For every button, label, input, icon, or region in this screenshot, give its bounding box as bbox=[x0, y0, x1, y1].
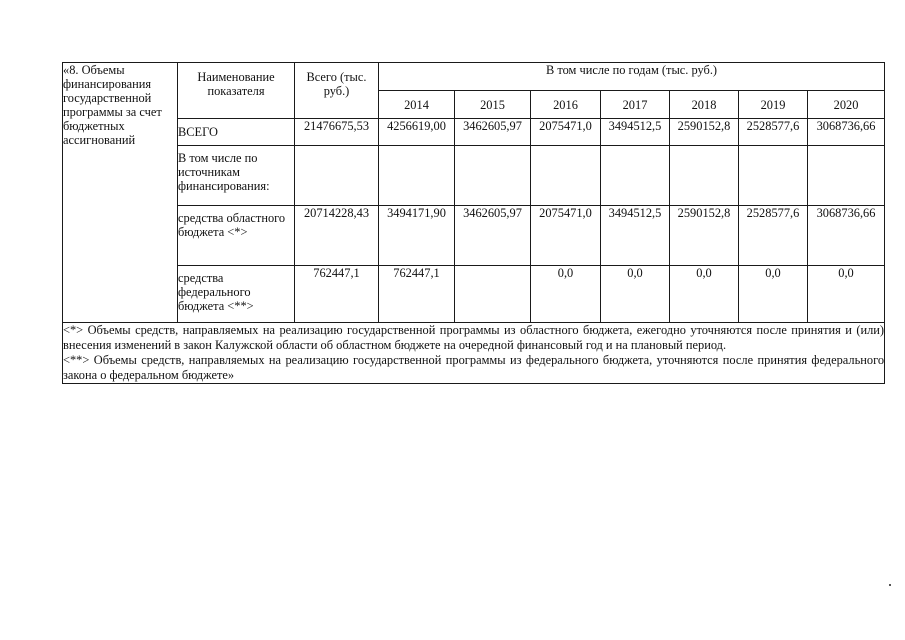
value-cell bbox=[455, 146, 531, 206]
value-cell: 2075471,0 bbox=[531, 119, 601, 146]
footnote-row bbox=[63, 323, 885, 384]
header-by-year: В том числе по годам (тыс. руб.) bbox=[379, 63, 885, 91]
value-cell: 2590152,8 bbox=[670, 206, 739, 266]
value-cell: 0,0 bbox=[670, 266, 739, 323]
table-row bbox=[63, 119, 885, 146]
total-cell: 20714228,43 bbox=[295, 206, 379, 266]
financing-table bbox=[62, 62, 885, 384]
footnote-federal: <**> Объемы средств, направляемых на реализацию государственной программы из федерального бюджета, уточняются после принятия федерального закона о федеральном бюджете» bbox=[63, 353, 885, 382]
value-cell: 0,0 bbox=[601, 266, 670, 323]
value-cell: 0,0 bbox=[739, 266, 808, 323]
table-row bbox=[63, 266, 885, 323]
value-cell bbox=[531, 146, 601, 206]
table-row bbox=[63, 206, 885, 266]
year-2018: 2018 bbox=[670, 91, 739, 119]
value-cell: 2075471,0 bbox=[531, 206, 601, 266]
value-cell bbox=[808, 146, 885, 206]
row-label: средства федерального бюджета <**> bbox=[178, 266, 295, 323]
value-cell: 3068736,66 bbox=[808, 119, 885, 146]
header-indicator: Наименование показателя bbox=[178, 63, 295, 119]
row-label: средства областного бюджета <*> bbox=[178, 206, 295, 266]
total-cell: 762447,1 bbox=[295, 266, 379, 323]
value-cell bbox=[601, 146, 670, 206]
year-2019: 2019 bbox=[739, 91, 808, 119]
value-cell: 0,0 bbox=[808, 266, 885, 323]
total-cell: 21476675,53 bbox=[295, 119, 379, 146]
value-cell: 3494512,5 bbox=[601, 206, 670, 266]
value-cell: 0,0 bbox=[531, 266, 601, 323]
value-cell: 2528577,6 bbox=[739, 206, 808, 266]
value-cell: 762447,1 bbox=[379, 266, 455, 323]
header-row bbox=[63, 63, 885, 91]
value-cell bbox=[379, 146, 455, 206]
row-label: ВСЕГО bbox=[178, 119, 295, 146]
header-total: Всего (тыс. руб.) bbox=[295, 63, 379, 119]
row-label: В том числе по источникам финансирования: bbox=[178, 146, 295, 206]
value-cell bbox=[739, 146, 808, 206]
value-cell bbox=[455, 266, 531, 323]
value-cell: 3068736,66 bbox=[808, 206, 885, 266]
value-cell: 3494512,5 bbox=[601, 119, 670, 146]
year-2020: 2020 bbox=[808, 91, 885, 119]
value-cell bbox=[670, 146, 739, 206]
table-row bbox=[63, 146, 885, 206]
value-cell: 3462605,97 bbox=[455, 119, 531, 146]
year-2014: 2014 bbox=[379, 91, 455, 119]
value-cell: 2528577,6 bbox=[739, 119, 808, 146]
year-2015: 2015 bbox=[455, 91, 531, 119]
value-cell: 3494171,90 bbox=[379, 206, 455, 266]
value-cell: 3462605,97 bbox=[455, 206, 531, 266]
footnotes bbox=[63, 323, 885, 384]
value-cell: 4256619,00 bbox=[379, 119, 455, 146]
year-2017: 2017 bbox=[601, 91, 670, 119]
footnote-regional: <*> Объемы средств, направляемых на реализацию государственной программы из областного бюджета, ежегодно уточняются после принятия и (или) внесения изменений в закон Калужской области об областном бюджете на очередной финансовый год и на плановый период. bbox=[63, 323, 885, 352]
total-cell bbox=[295, 146, 379, 206]
section-label: «8. Объемы финансирования государственной программы за счет бюджетных ассигнований bbox=[63, 63, 178, 323]
scan-speck bbox=[889, 584, 891, 586]
year-2016: 2016 bbox=[531, 91, 601, 119]
value-cell: 2590152,8 bbox=[670, 119, 739, 146]
